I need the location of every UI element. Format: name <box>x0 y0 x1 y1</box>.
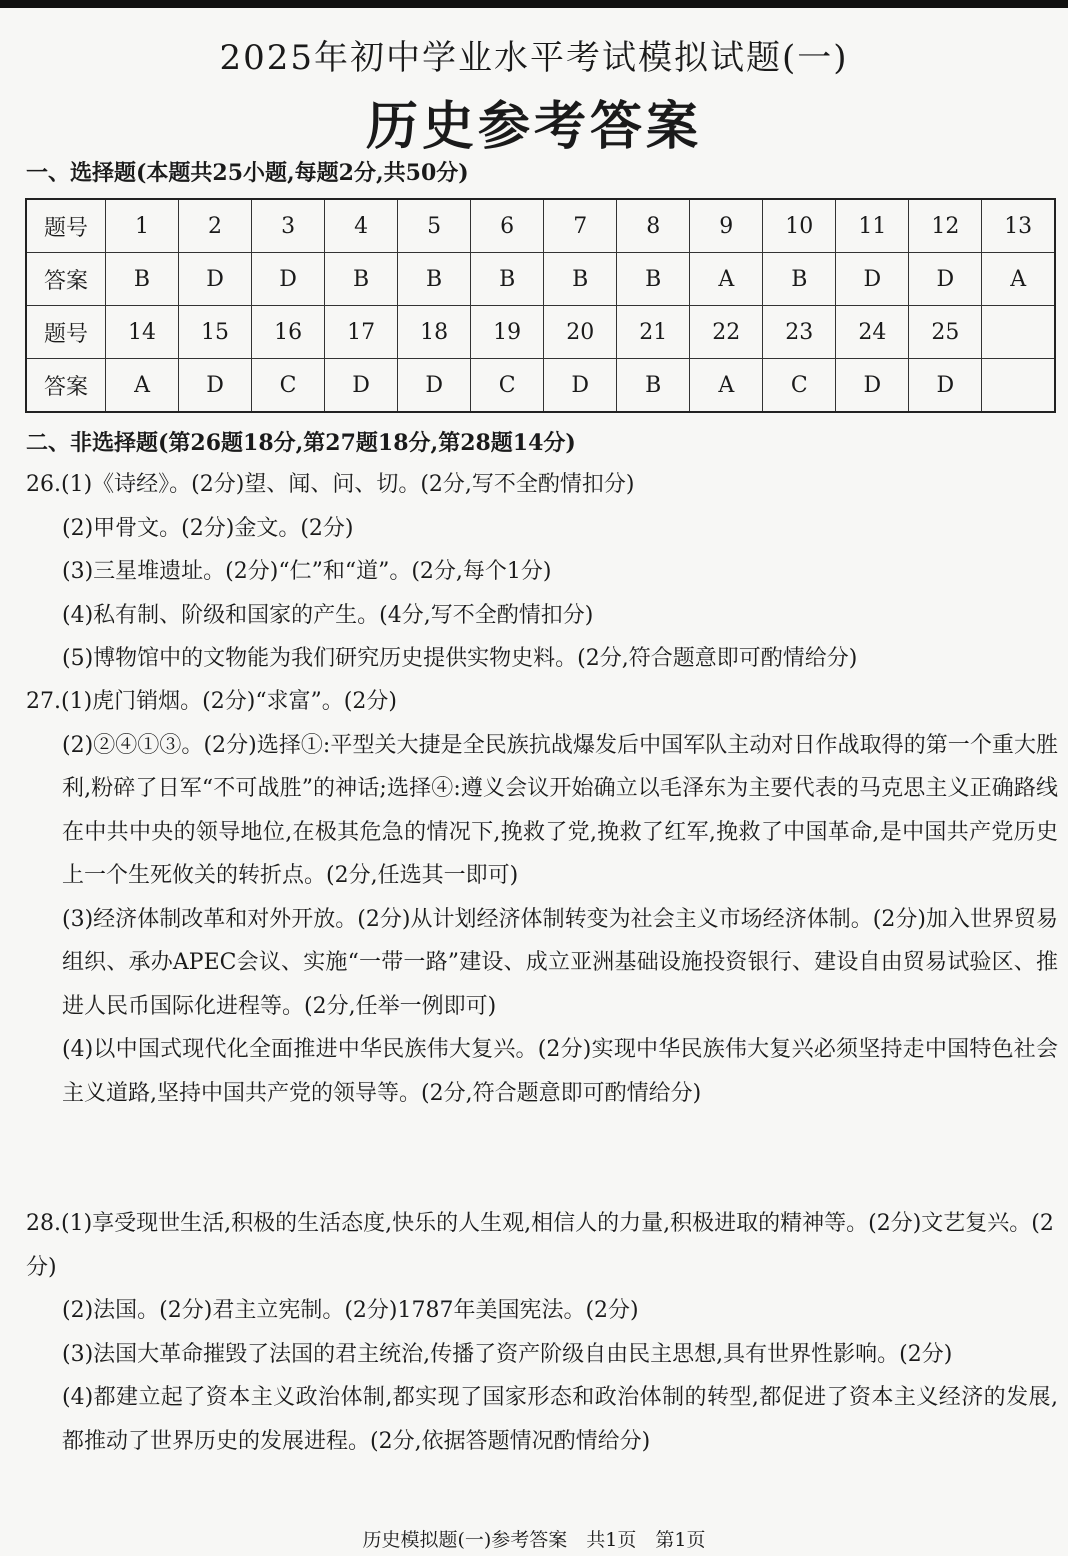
question-cell: 14 <box>106 306 179 359</box>
answer-cell: D <box>398 359 471 413</box>
answer-row-label: 答案 <box>26 253 106 306</box>
question-cell: 15 <box>179 306 252 359</box>
q28-part-2: (2)法国。(2分)君主立宪制。(2分)1787年美国宪法。(2分) <box>62 1298 639 1323</box>
question-cell: 18 <box>398 306 471 359</box>
q26-part-4: (4)私有制、阶级和国家的产生。(4分,写不全酌情扣分) <box>62 602 594 628</box>
q27-part-4: (4)以中国式现代化全面推进中华民族伟大复兴。(2分)实现中华民族伟大复兴必须坚持走中国特色社会主义道路,坚持中国共产党的领导等。(2分,符合题意即可酌情给分) <box>62 1037 1058 1106</box>
answer-cell: B <box>617 359 690 413</box>
question-cell: 8 <box>617 199 690 253</box>
question-cell: 9 <box>690 199 763 253</box>
answer-cell: B <box>398 253 471 306</box>
question-26-answers <box>26 463 1058 681</box>
question-cell: 17 <box>325 306 398 359</box>
answer-table <box>25 198 1056 413</box>
q26-part-5: (5)博物馆中的文物能为我们研究历史提供实物史料。(2分,符合题意即可酌情给分) <box>62 646 858 671</box>
answer-cell: B <box>617 253 690 306</box>
answer-row <box>26 253 1055 306</box>
exam-title: 2025年初中学业水平考试模拟试题(一) <box>219 38 849 78</box>
question-cell: 23 <box>763 306 836 359</box>
question-cell: 2 <box>179 199 252 253</box>
answer-cell: B <box>106 253 179 306</box>
question-cell: 7 <box>544 199 617 253</box>
answer-row-label: 答案 <box>26 359 106 413</box>
question-cell: 6 <box>471 199 544 253</box>
q27-part-2: (2)②④①③。(2分)选择①:平型关大捷是全民族抗战爆发后中国军队主动对日作战取得的第一个重大胜利,粉碎了日军“不可战胜”的神话;选择④:遵义会议开始确立以毛泽东为主要代表的马克思主义正确路线在中共中央的领导地位,在极其危急的情况下,挽救了党,挽救了红军,挽救了中国革命,是中国共产党历史上一个生死攸关的转折点。(2分,任选其一即可) <box>62 732 1058 888</box>
section-2-heading: 二、非选择题(第26题18分,第27题18分,第28题14分) <box>26 430 576 456</box>
question-cell: 19 <box>471 306 544 359</box>
answer-row <box>26 359 1055 413</box>
top-border <box>0 0 1068 8</box>
answer-cell: B <box>325 253 398 306</box>
answer-cell: D <box>252 253 325 306</box>
question-28-answers <box>26 1202 1058 1463</box>
section-1-heading: 一、选择题(本题共25小题,每题2分,共50分) <box>26 160 469 186</box>
answer-cell: D <box>325 359 398 413</box>
answer-cell: B <box>471 253 544 306</box>
question-27-answers <box>26 680 1058 1115</box>
q28-part-1: 28.(1)享受现世生活,积极的生活态度,快乐的人生观,相信人的力量,积极进取的精神等。(2分)文艺复兴。(2分) <box>26 1211 1054 1280</box>
answer-cell: D <box>179 359 252 413</box>
answer-cell: D <box>909 359 982 413</box>
q26-part-3: (3)三星堆遗址。(2分)“仁”和“道”。(2分,每个1分) <box>62 559 552 584</box>
answer-cell: D <box>836 253 909 306</box>
question-cell: 10 <box>763 199 836 253</box>
question-row <box>26 199 1055 253</box>
question-cell: 21 <box>617 306 690 359</box>
answer-cell: A <box>982 253 1055 306</box>
answer-cell <box>982 359 1055 413</box>
page-footer: 历史模拟题(一)参考答案 共1页 第1页 <box>362 1529 706 1551</box>
question-row <box>26 306 1055 359</box>
question-cell: 24 <box>836 306 909 359</box>
answer-cell: D <box>179 253 252 306</box>
q26-part-2: (2)甲骨文。(2分)金文。(2分) <box>62 515 354 541</box>
question-cell: 1 <box>106 199 179 253</box>
question-cell: 12 <box>909 199 982 253</box>
question-row-label: 题号 <box>26 306 106 359</box>
question-cell: 5 <box>398 199 471 253</box>
answer-cell: D <box>544 359 617 413</box>
question-cell: 3 <box>252 199 325 253</box>
question-cell: 13 <box>982 199 1055 253</box>
answer-cell: B <box>763 253 836 306</box>
question-cell: 22 <box>690 306 763 359</box>
answer-cell: A <box>690 253 763 306</box>
question-cell: 25 <box>909 306 982 359</box>
document-title: 历史参考答案 <box>365 96 702 157</box>
answer-cell: C <box>763 359 836 413</box>
answer-cell: A <box>106 359 179 413</box>
question-cell: 4 <box>325 199 398 253</box>
q28-part-4: (4)都建立起了资本主义政治体制,都实现了国家形态和政治体制的转型,都促进了资本主义经济的发展,都推动了世界历史的发展进程。(2分,依据答题情况酌情给分) <box>62 1385 1058 1454</box>
answer-cell: B <box>544 253 617 306</box>
answer-cell: D <box>909 253 982 306</box>
q26-part-1: 26.(1)《诗经》。(2分)望、闻、问、切。(2分,写不全酌情扣分) <box>26 472 635 497</box>
q28-part-3: (3)法国大革命摧毁了法国的君主统治,传播了资产阶级自由民主思想,具有世界性影响。(2分) <box>62 1341 953 1367</box>
q27-part-1: 27.(1)虎门销烟。(2分)“求富”。(2分) <box>26 689 397 714</box>
question-cell: 16 <box>252 306 325 359</box>
answer-cell: A <box>690 359 763 413</box>
question-cell: 20 <box>544 306 617 359</box>
answer-cell: C <box>471 359 544 413</box>
question-cell <box>982 306 1055 359</box>
q27-part-3: (3)经济体制改革和对外开放。(2分)从计划经济体制转变为社会主义市场经济体制。(2分)加入世界贸易组织、承办APEC会议、实施“一带一路”建设、成立亚洲基础设施投资银行、建设自由贸易试验区、推进人民币国际化进程等。(2分,任举一例即可) <box>62 906 1058 1019</box>
answer-cell: D <box>836 359 909 413</box>
question-cell: 11 <box>836 199 909 253</box>
question-row-label: 题号 <box>26 199 106 253</box>
answer-cell: C <box>252 359 325 413</box>
